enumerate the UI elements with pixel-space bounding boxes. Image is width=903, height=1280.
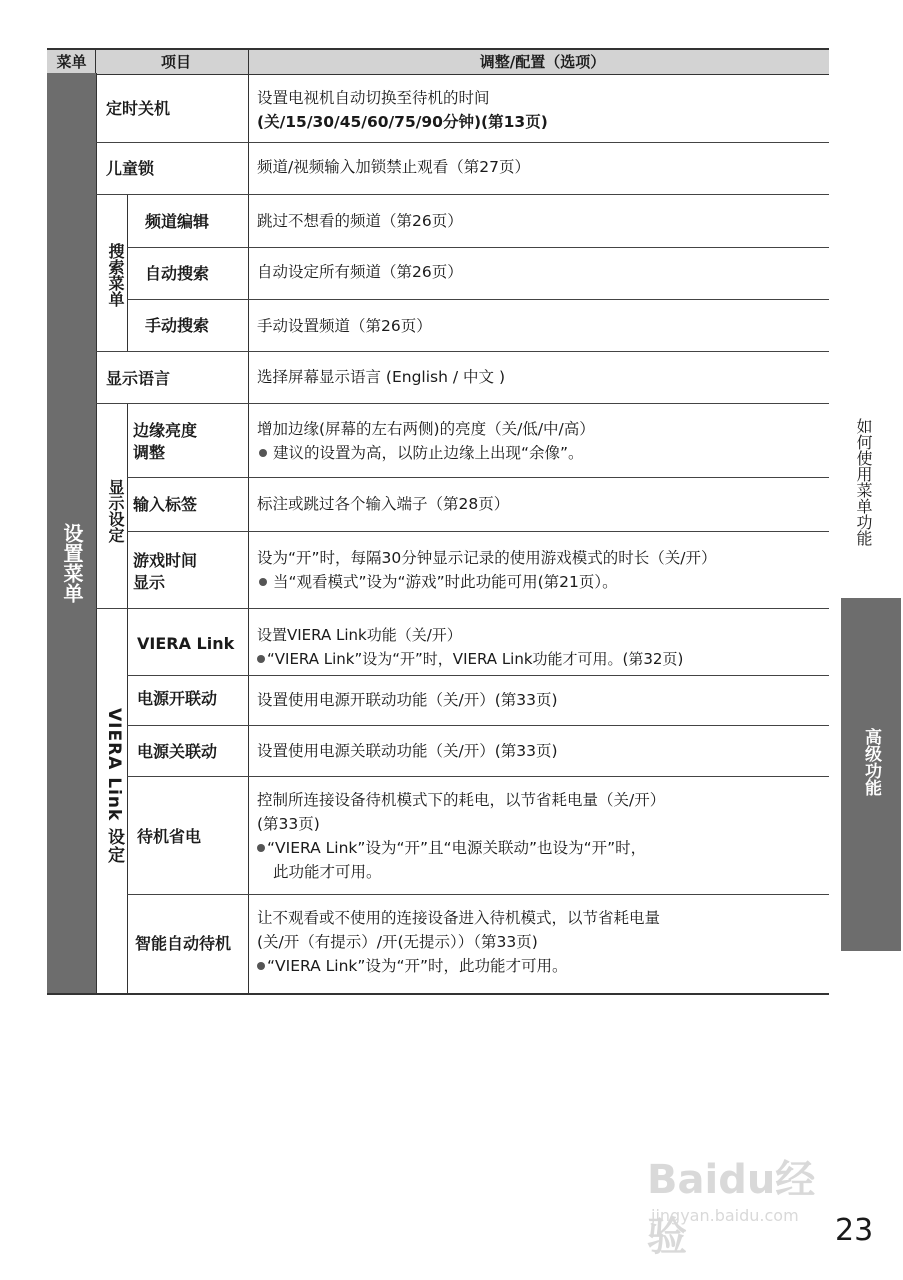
header-menu: 菜单 [56, 53, 87, 71]
item-display-language: 显示语言 [106, 369, 171, 388]
desc-power-on-link: 设置使用电源开联动功能（关/开）(第33页) [257, 691, 558, 709]
desc-sleep-timer: 设置电视机自动切换至待机的时间 (关/15/30/45/60/75/90分钟)(第13页) [257, 89, 548, 131]
item-edge-brightness: 边缘亮度 调整 [133, 421, 198, 462]
desc-auto-search: 自动设定所有频道（第26页） [257, 263, 463, 281]
group-display-settings: 显示设定 [106, 479, 125, 543]
header-item: 项目 [160, 53, 191, 71]
item-smart-auto-standby: 智能自动待机 [135, 934, 232, 953]
desc-game-time-display: 设为“开”时，每隔30分钟显示记录的使用游戏模式的时长（关/开） 当“观看模式”设为“游戏”时此功能可用(第21页）。 [257, 549, 717, 591]
item-power-off-link: 电源关联动 [137, 742, 218, 761]
menu-column [47, 73, 96, 994]
desc-smart-auto-standby: 让不观看或不使用的连接设备进入待机模式，以节省耗电量 (关/开（有提示）/开(无提示））（第33页) “VIERA Link”设为“开”时，此功能才可用。 [257, 909, 661, 975]
bullet-icon [259, 578, 267, 586]
item-channel-edit: 频道编辑 [145, 212, 210, 231]
item-standby-power-save: 待机省电 [137, 827, 202, 846]
header-options: 调整/配置（选项） [479, 53, 606, 71]
desc-manual-search: 手动设置频道（第26页） [257, 317, 432, 335]
desc-display-language: 选择屏幕显示语言 (English / 中文 ) [257, 368, 505, 386]
item-game-time-display: 游戏时间 显示 [133, 551, 198, 592]
bullet-icon [257, 655, 265, 663]
desc-standby-power-save: 控制所连接设备待机模式下的耗电，以节省耗电量（关/开） (第33页) “VIERA Link”设为“开”且“电源关联动”也设为“开”时， 此功能才可用。 [257, 791, 666, 881]
bullet-icon [257, 844, 265, 852]
table-header [47, 48, 829, 75]
desc-input-labels: 标注或跳过各个输入端子（第28页） [257, 495, 510, 513]
item-child-lock: 儿童锁 [106, 159, 155, 178]
desc-edge-brightness: 增加边缘(屏幕的左右两侧)的亮度（关/低/中/高） 建议的设置为高，以防止边缘上出现“余像”。 [257, 420, 595, 462]
item-power-on-link: 电源开联动 [137, 689, 218, 708]
baidu-watermark: Baidu经验 jingyan.baidu.com [647, 1157, 816, 1260]
group-viera-link-settings: VIERA Link 设定 [104, 708, 124, 865]
desc-power-off-link: 设置使用电源关联动功能（关/开）(第33页) [257, 742, 558, 760]
item-auto-search: 自动搜索 [145, 264, 210, 283]
bullet-icon [257, 962, 265, 970]
item-manual-search: 手动搜索 [145, 316, 210, 335]
item-viera-link: VIERA Link [137, 634, 235, 653]
desc-viera-link: 设置VIERA Link功能（关/开） “VIERA Link”设为“开”时，VIERA Link功能才可用。(第32页) [257, 626, 684, 668]
desc-child-lock: 频道/视频输入加锁禁止观看（第27页） [257, 158, 530, 176]
page-number: 23 [835, 1213, 874, 1248]
item-input-labels: 输入标签 [133, 495, 198, 514]
group-search-menu: 搜索菜单 [106, 243, 125, 307]
menu-label: 设置菜单 [60, 523, 84, 603]
side-tab-how-to-use-menu: 如何使用菜单功能 [854, 418, 873, 546]
desc-channel-edit: 跳过不想看的频道（第26页） [257, 212, 463, 230]
bullet-icon [259, 449, 267, 457]
item-sleep-timer: 定时关机 [106, 99, 171, 118]
side-tab-advanced: 高级功能 [841, 598, 901, 951]
